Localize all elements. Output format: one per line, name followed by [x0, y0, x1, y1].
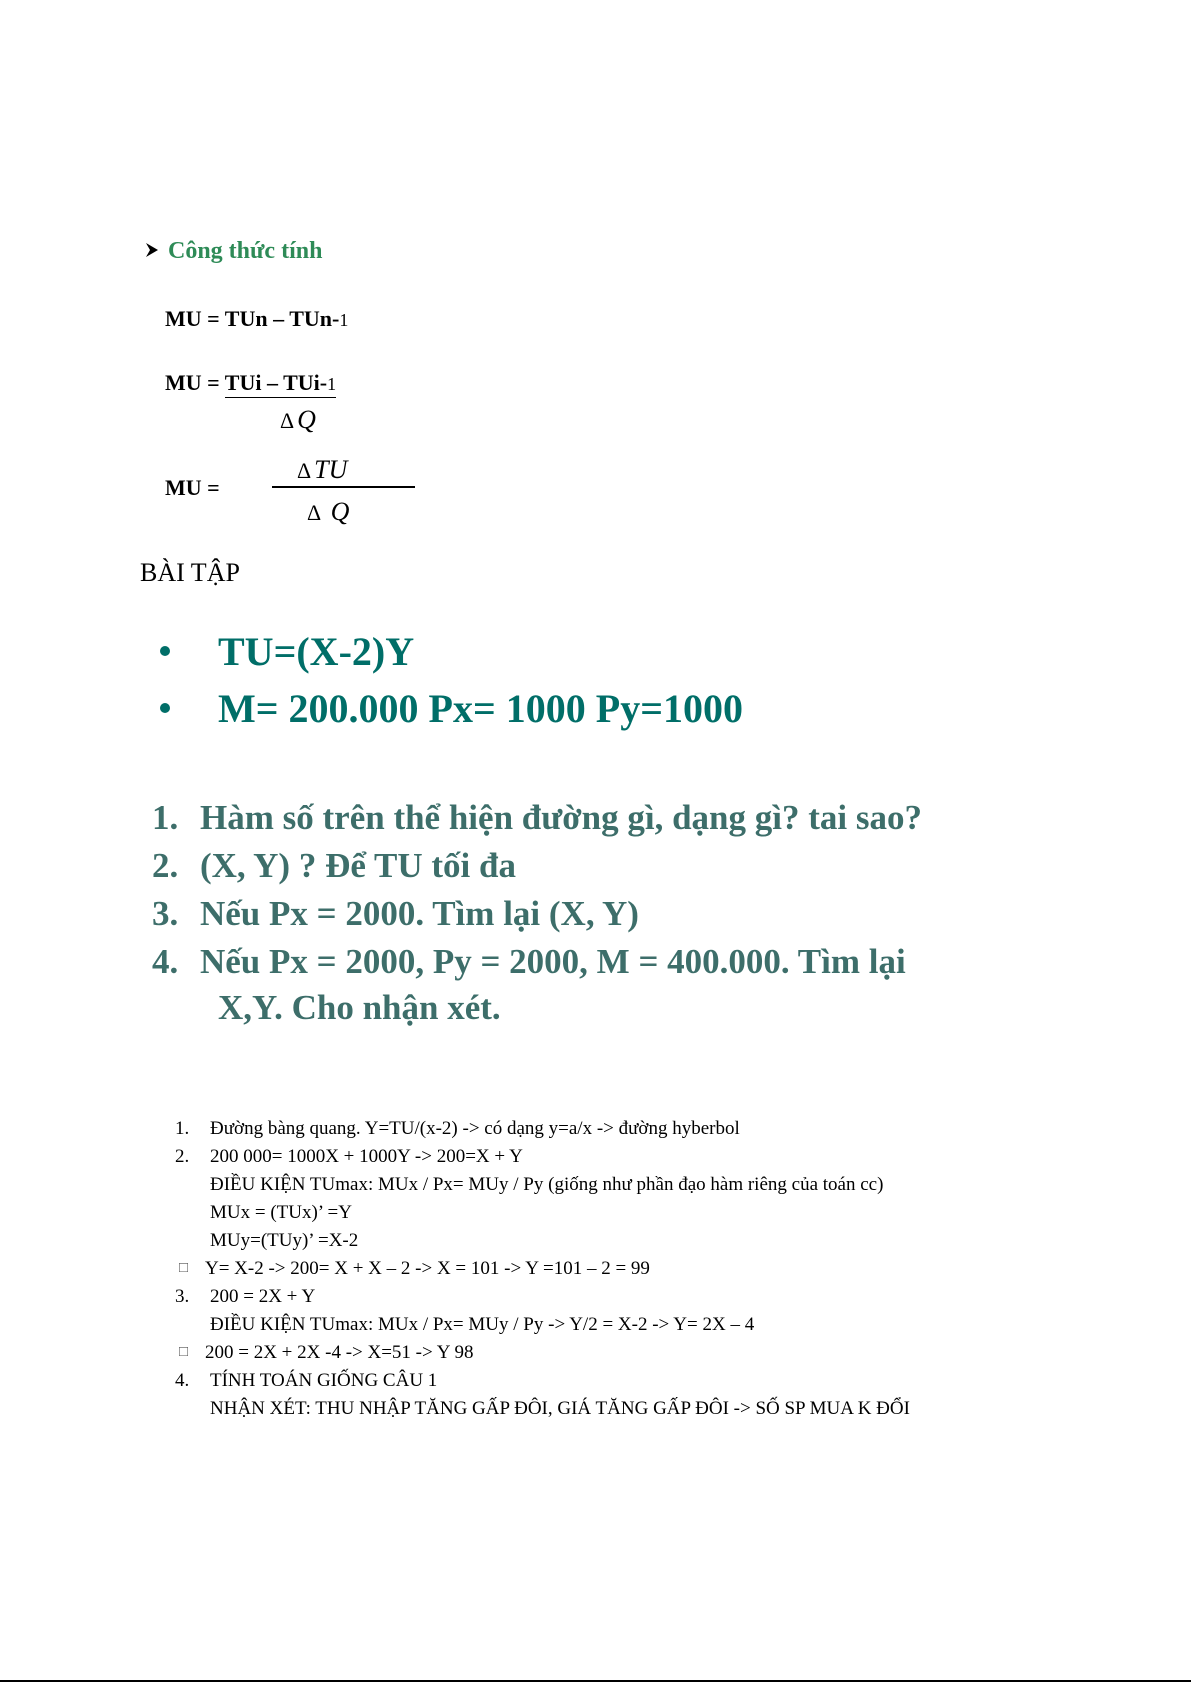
formula-mu-2-sub: 1	[327, 374, 337, 394]
answer-2-line-2: ĐIỀU KIỆN TUmax: MUx / Px= MUy / Py (giống như phần đạo hàm riêng của toán cc)	[210, 1174, 884, 1195]
answer-number: 3.	[175, 1286, 190, 1307]
answer-2-line-1: 200 000= 1000X + 1000Y -> 200=X + Y	[210, 1146, 523, 1167]
formula-mu-2-denominator	[280, 405, 316, 435]
exercise-bullet-2: M= 200.000 Px= 1000 Py=1000	[218, 686, 743, 731]
question-4: Nếu Px = 2000, Py = 2000, M = 400.000. Tìm lại	[200, 942, 906, 981]
answer-1: Đường bàng quang. Y=TU/(x-2) -> có dạng y=a/x -> đường hyberbol	[210, 1118, 740, 1139]
exercise-bullet-1: TU=(X-2)Y	[218, 629, 415, 674]
result-1: Y= X-2 -> 200= X + X – 2 -> X = 101 -> Y =101 – 2 = 99	[205, 1258, 650, 1279]
fraction-bar	[272, 486, 415, 488]
bullet-dot	[160, 703, 170, 713]
answer-number: 1.	[175, 1118, 190, 1139]
section-heading	[146, 238, 322, 265]
formula-mu-2-num-text: TUi – TUi-	[224, 370, 328, 395]
question-number: 1.	[152, 798, 179, 837]
answer-number: 4.	[175, 1370, 190, 1391]
page-bottom-rule	[0, 1680, 1191, 1682]
checkbox-bullet-icon: □	[179, 1344, 189, 1360]
question-4-continued: X,Y. Cho nhận xét.	[218, 988, 501, 1027]
question-number: 2.	[152, 846, 179, 885]
formula-mu-2-lhs: MU =	[165, 370, 225, 395]
bullet-dot	[160, 646, 170, 656]
formula-mu-2	[165, 370, 336, 396]
question-2: (X, Y) ? Để TU tối đa	[200, 846, 516, 885]
exercise-title: BÀI TẬP	[140, 558, 240, 587]
answer-4-line-2: NHẬN XÉT: THU NHẬP TĂNG GẤP ĐÔI, GIÁ TĂNG GẤP ĐÔI -> SỐ SP MUA K ĐỔI	[210, 1398, 910, 1419]
answer-4-line-1: TÍNH TOÁN GIỐNG CÂU 1	[210, 1370, 438, 1391]
formula-mu-3-num-text: TU	[314, 455, 348, 484]
formula-mu-2-numerator	[225, 370, 336, 398]
formula-mu-2-den-text: Q	[297, 405, 316, 434]
answer-3-line-1: 200 = 2X + Y	[210, 1286, 316, 1307]
delta-symbol: Δ	[307, 500, 322, 525]
arrow-bullet-icon	[146, 243, 158, 257]
formula-mu-1	[165, 306, 348, 332]
formula-mu-3-den-text: Q	[330, 497, 350, 526]
result-2: 200 = 2X + 2X -4 -> X=51 -> Y 98	[205, 1342, 474, 1363]
formula-mu-3-numerator	[297, 455, 347, 485]
answer-2-line-3: MUx = (TUx)’ =Y	[210, 1202, 352, 1223]
answer-number: 2.	[175, 1146, 190, 1167]
question-number: 3.	[152, 894, 179, 933]
formula-mu-3-denominator	[307, 497, 349, 527]
checkbox-bullet-icon: □	[179, 1260, 189, 1276]
question-1: Hàm số trên thể hiện đường gì, dạng gì? tai sao?	[200, 798, 922, 837]
answer-3-line-2: ĐIỀU KIỆN TUmax: MUx / Px= MUy / Py -> Y/2 = X-2 -> Y= 2X – 4	[210, 1314, 755, 1335]
question-number: 4.	[152, 942, 179, 981]
delta-symbol: Δ	[297, 458, 312, 483]
formula-mu-3-lhs: MU =	[165, 475, 220, 500]
formula-mu-1-sub: 1	[339, 310, 349, 330]
answer-2-line-4: MUy=(TUy)’ =X-2	[210, 1230, 359, 1251]
delta-symbol: Δ	[280, 408, 295, 433]
formula-mu-1-text: MU = TUn – TUn-	[165, 306, 340, 331]
question-3: Nếu Px = 2000. Tìm lại (X, Y)	[200, 894, 639, 933]
section-heading-text: Công thức tính	[168, 238, 323, 264]
